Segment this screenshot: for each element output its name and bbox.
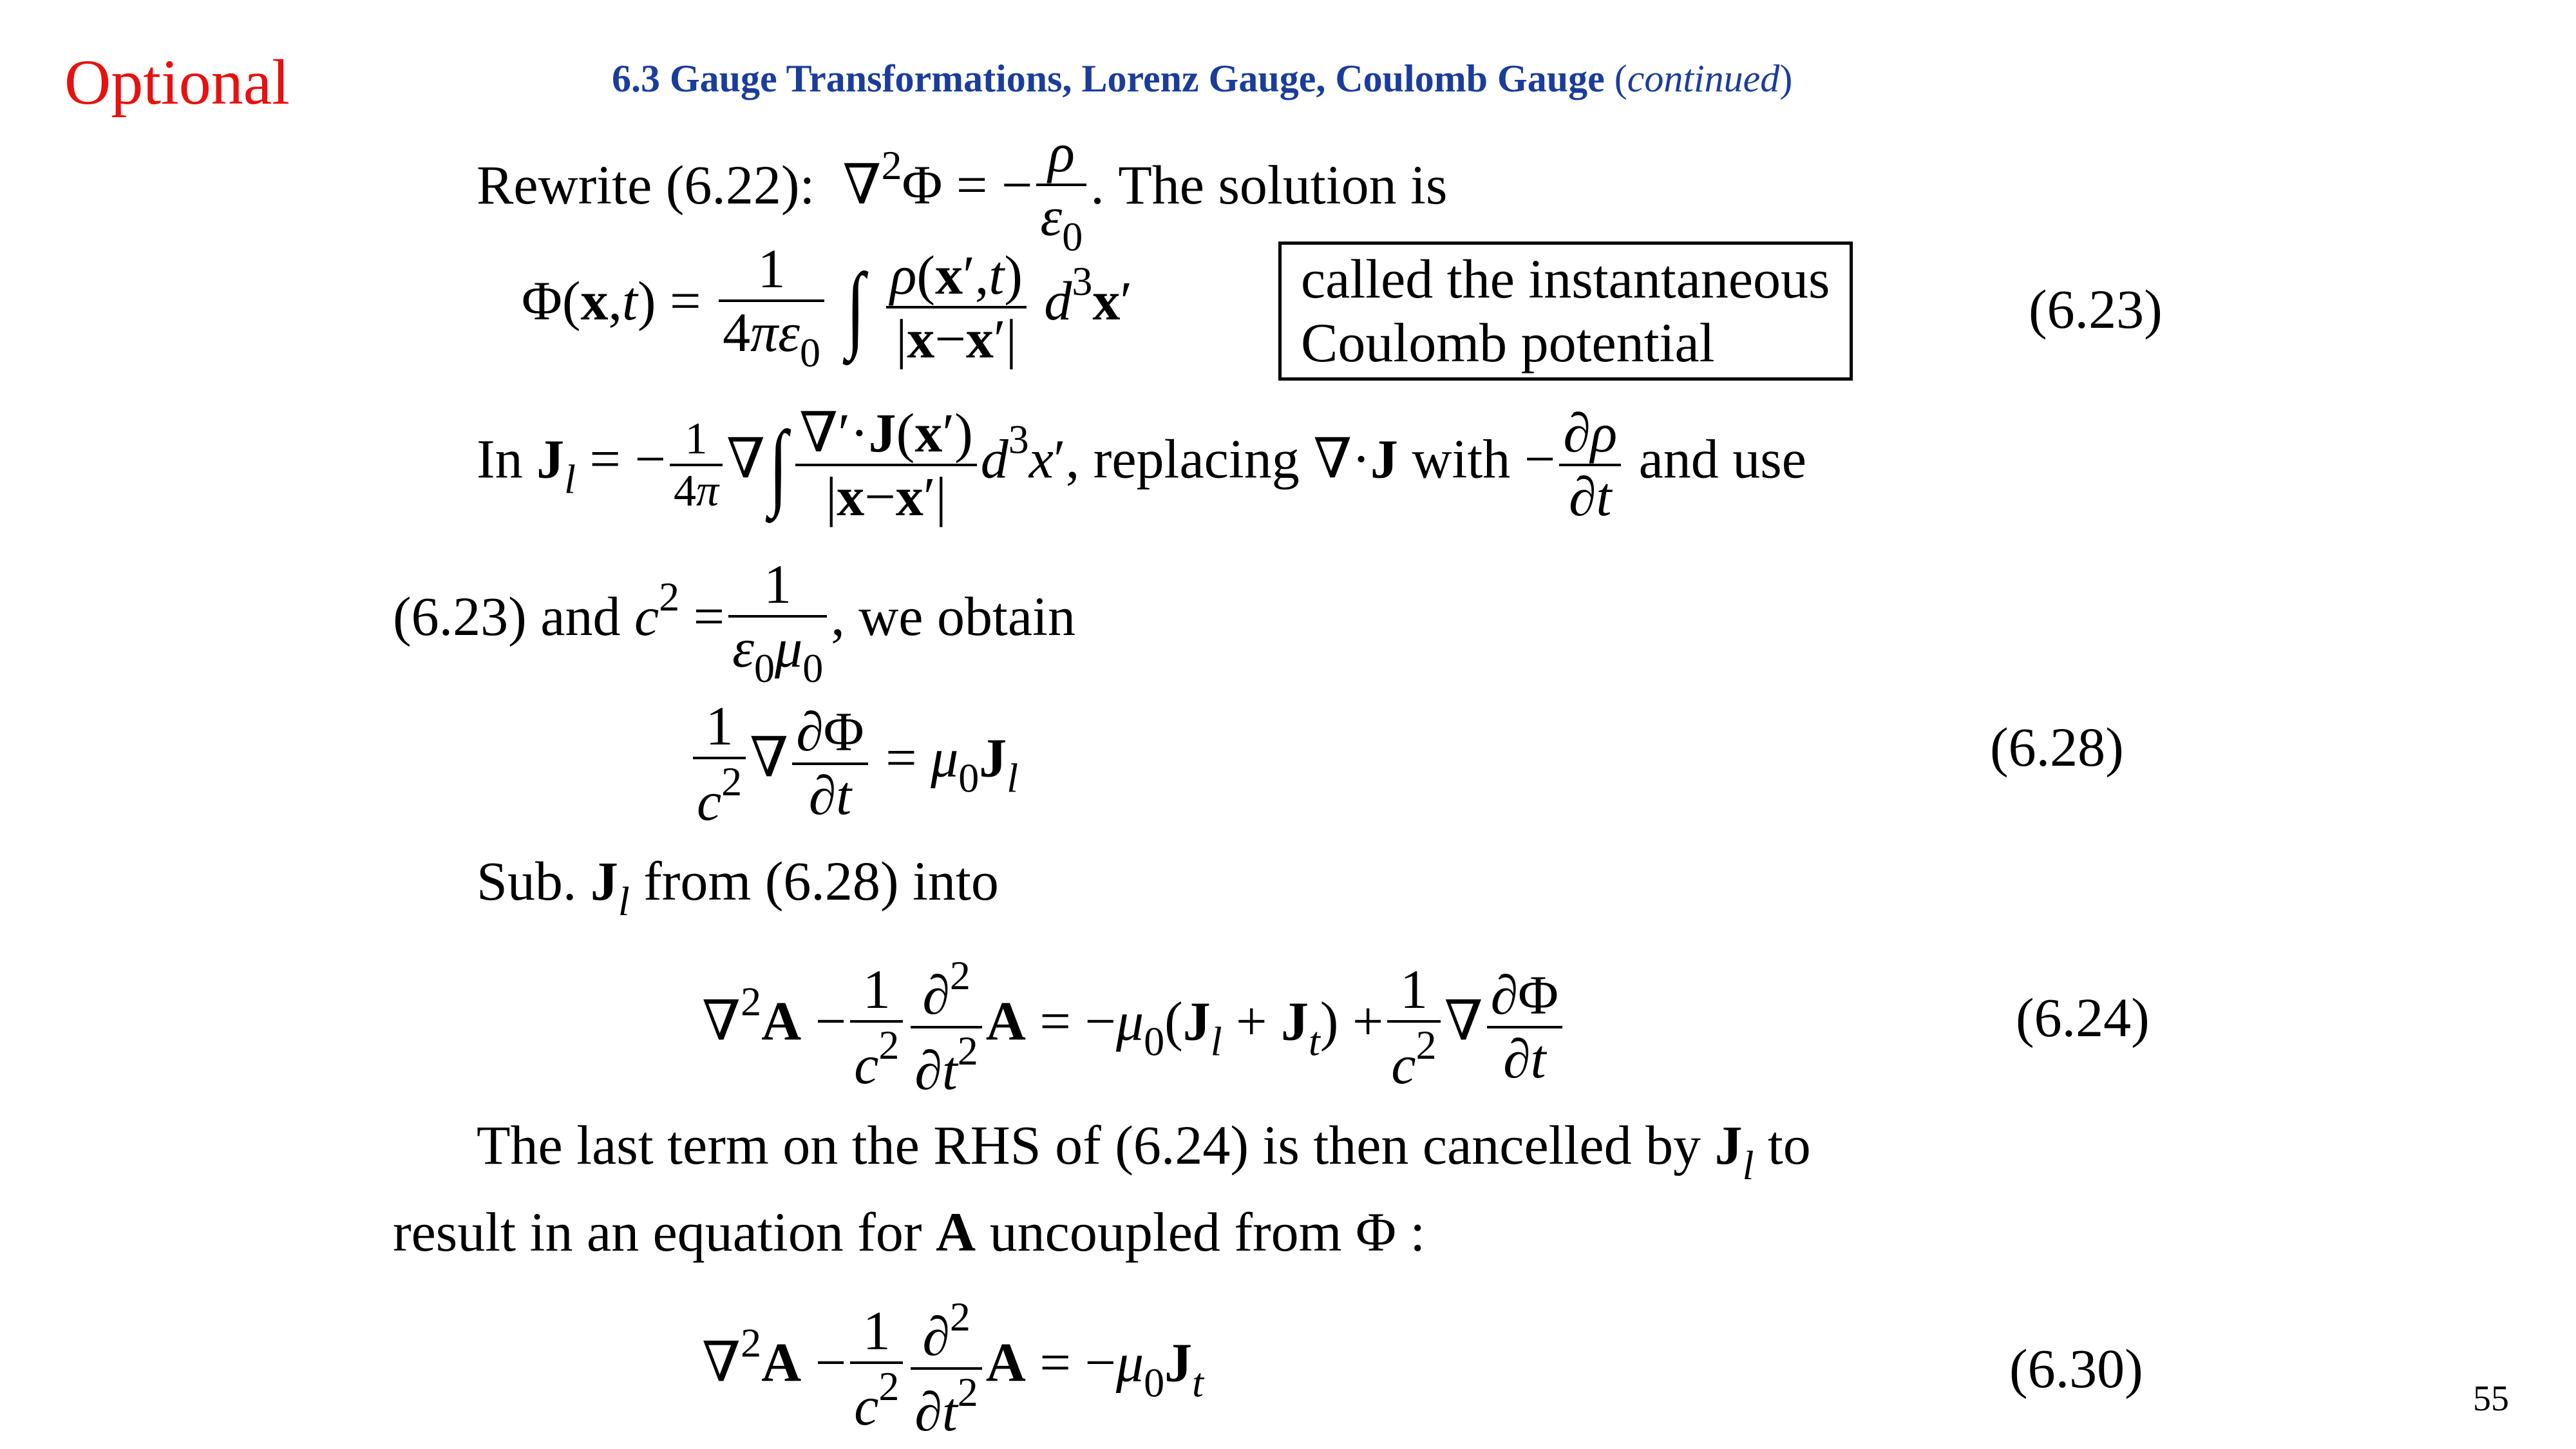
line-in-jl: In $J_l$ = − $\frac{1}{4\pi}$ ∇∫ $\frac{\nabla'\cdot J(x')}{|x-x'|}$ $d^3x'$, replacing ∇·J with − $\frac{\partial\rho}{\partial t}$ and use (477, 402, 1806, 527)
frac-d2-dt2: $\frac{\partial^2}{\partial t^2}$ (911, 953, 981, 1101)
equation-6-30: ∇$^2$A − $\frac{1}{c^2}$ $\frac{\partial^2}{\partial t^2}$ $A = -\mu_0J_t$ (702, 1294, 1204, 1443)
integral-sign: ∫ (846, 253, 865, 361)
line-c-squared: (6.23) and $c^2$ = $\frac{1}{\varepsilon_0\mu_0}$ , we obtain (393, 553, 1075, 691)
optional-label: Optional (64, 46, 290, 118)
line6-end: to (1767, 1114, 1811, 1176)
line5-start: Sub. (477, 850, 577, 912)
frac-one-4pi: $\frac{1}{4\pi}$ (670, 414, 723, 516)
line1-end: . The solution is (1090, 154, 1448, 216)
equation-6-28: $\frac{1}{c^2}$ ∇ $\frac{\partial\Phi}{\partial t}$ = $\mu_0J_l$ (689, 696, 1018, 831)
line-sub-jl: Sub. $J_l$ from (6.28) into (477, 850, 999, 924)
frac-dphi-dt: $\frac{\partial\Phi}{\partial t}$ (792, 701, 867, 826)
line3-end: and use (1638, 428, 1806, 490)
title-paren-open: ( (1614, 57, 1627, 100)
line4-end: we obtain (858, 585, 1075, 648)
title-paren-close: ) (1779, 57, 1793, 100)
frac-drho-dt: $\frac{\partial\rho}{\partial t}$ (1559, 402, 1621, 527)
math-laplace-phi: ∇$^2$Φ = − (828, 142, 1033, 216)
eq-number-6-30: (6.30) (2009, 1338, 2143, 1399)
equation-6-24: ∇$^2$A − $\frac{1}{c^2}$ $\frac{\partial^2}{\partial t^2}$ $A = -\mu_0(J_l + J_t)$ + $\frac{1}{c^2}$ ∇ $\frac{\partial\Phi}{\partial t}$ (702, 953, 1566, 1101)
title-italic: continued (1627, 57, 1780, 100)
page-number: 55 (2473, 1379, 2509, 1419)
coulomb-bracket (1278, 242, 1853, 381)
slide-title (612, 57, 1792, 101)
frac-d2-dt2-b: $\frac{\partial^2}{\partial t^2}$ (911, 1294, 981, 1442)
frac-rho-eps0: $\frac{\rho}{\varepsilon_0}$ (1036, 122, 1086, 260)
line-result: result in an equation for A uncoupled from Φ : (393, 1201, 1426, 1263)
line3-start: In (477, 428, 523, 490)
bracket-line1: called the instantaneous (1301, 248, 1830, 310)
frac-dphi-dt-b: $\frac{\partial\Phi}{\partial t}$ (1487, 965, 1562, 1089)
frac-one-c2: $\frac{1}{c^2}$ (693, 696, 746, 831)
bracket-line2: Coulomb potential (1301, 311, 1715, 374)
title-bold: 6.3 Gauge Transformations, Lorenz Gauge, Coulomb Gauge (612, 57, 1605, 100)
line4-start: (6.23) and (393, 585, 621, 648)
eq-number-6-28: (6.28) (1990, 716, 2124, 778)
frac-one-4pi-eps0: $\frac{1}{4\pi\varepsilon_0}$ (719, 238, 824, 375)
line7-start: result in an equation for (393, 1201, 922, 1263)
eq-number-6-24: (6.24) (2016, 987, 2150, 1048)
line3-mid: , replacing (1065, 428, 1300, 490)
line-last-term: The last term on the RHS of (6.24) is then cancelled by $J_l$ to (477, 1114, 1811, 1188)
frac-one-c2-c: $\frac{1}{c^2}$ (850, 1300, 903, 1436)
frac-one-c2-a: $\frac{1}{c^2}$ (850, 959, 903, 1095)
line3-with: with (1412, 428, 1511, 490)
line5-end: from (6.28) into (643, 850, 999, 912)
frac-one-eps0-mu0: $\frac{1}{\varepsilon_0\mu_0}$ (728, 554, 827, 691)
line6-text: The last term on the RHS of (6.24) is then cancelled by (477, 1114, 1701, 1176)
line1-start: Rewrite (6.22): (477, 154, 815, 216)
equation-6-23: Φ(x,t) = $\frac{1}{4\pi\varepsilon_0}$ ∫ $\frac{\rho(x',t)}{|x-x'|}$ $d^3x'$ (522, 238, 1133, 375)
line7-mid: uncoupled from (989, 1201, 1342, 1263)
frac-rho-over-dist: $\frac{\rho(x',t)}{|x-x'|}$ (886, 245, 1027, 369)
frac-divj-over-dist: $\frac{\nabla'\cdot J(x')}{|x-x'|}$ (795, 402, 977, 527)
eq-number-6-23: (6.23) (2029, 278, 2163, 340)
frac-one-c2-b: $\frac{1}{c^2}$ (1387, 959, 1440, 1095)
